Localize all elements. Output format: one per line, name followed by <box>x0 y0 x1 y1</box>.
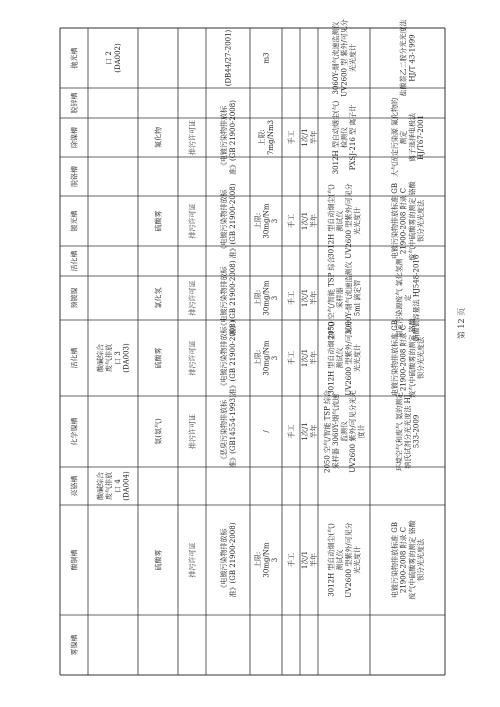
cell-pollutant: 氯化氢 <box>154 287 163 309</box>
cell-process: 预镀镍 <box>70 287 79 309</box>
cell-process: 雾镍槽 <box>70 634 79 656</box>
cell-instrument: 2050 空气/智能 TSP 综合采样器 3060Y-烟气流速监测仪UV2600 紫外/可见分光光度计 <box>323 389 366 474</box>
cell-outlet: 酸碱综合废气排放口 3(DA003) <box>96 343 131 373</box>
cell-method: 电镀污染物排放标准 GB21900-2008 附录 C废气中硫酸雾的测定 铬酸钡分光光度法 <box>391 181 425 261</box>
cell-method: 电镀污染物排放标准 GB21900-2008 附录 C废气中硫酸雾的测定 铬酸钡分光光度法 <box>391 520 425 600</box>
cell-mode: 手工 <box>287 291 296 305</box>
cell-mode: 手工 <box>287 553 296 567</box>
cell-freq: 1次/1半年 <box>301 288 318 308</box>
cell-standard: 《电镀污染物排放标准》(GB 21900-2008) <box>220 260 237 336</box>
cell-process: 镀光槽 <box>70 210 79 232</box>
cell-outlet: 酸碱综合废气排放口 4(DA004) <box>96 471 131 501</box>
cell-limit: 上限:30mg/Nm3 <box>253 280 280 316</box>
page-number: 第 12 页 <box>457 307 467 340</box>
cell-standard: 《电镀污染物排放标准》(GB 21900-2008) <box>220 320 237 396</box>
cell-permit: 排污许可证 <box>188 203 197 239</box>
cell-standard: 《电镀污染物排放标准》(GB 21900-2008) <box>220 183 237 259</box>
cell-limit: m3 <box>262 52 271 64</box>
cell-instrument: 3012H 型自动烟尘(气)测试仪UV2600 型紫外/可见分光光度计 <box>327 183 362 259</box>
cell-standard: (DB44/27-2001) <box>224 29 233 87</box>
cell-instrument: 3060Y-烟气流速监测仪UV2600 型 紫外/可见分光光度计 <box>331 19 358 97</box>
cell-instrument: 2050 空气/智能 TSP 综合采样器3060Y-烟气流速监测仪5ml 滴定管 <box>327 256 362 340</box>
cell-freq: 1次/1半年 <box>301 422 318 441</box>
cell-limit: 上限:30mg/Nm3 <box>253 542 280 578</box>
cell-mode: 手工 <box>287 214 296 228</box>
cell-limit: 上限:30mg/Nm3 <box>253 340 280 376</box>
cell-process: 脱锌槽 <box>70 92 79 114</box>
cell-pollutant: 氟化物 <box>154 127 163 148</box>
cell-standard: 《电镀污染物排放标准》(GB 21900-2008) <box>220 100 237 175</box>
cell-method: 大气固定污染源 氟化物的测定离子选择电极法HJ/T67-2001 <box>391 97 425 178</box>
cell-permit: 排污许可证 <box>188 120 197 155</box>
cell-freq: 1次/1半年 <box>301 211 318 231</box>
cell-process: 亮铬槽 <box>70 475 79 497</box>
cell-method: 固定污染源废气 氯化氢测定硝酸银容量法 HJ548-2016 <box>395 254 421 342</box>
cell-process: 除镍槽 <box>70 127 79 148</box>
cell-freq: 1次/1半年 <box>301 128 318 147</box>
cell-permit: 排污许可证 <box>188 414 197 449</box>
cell-process: 抛光槽 <box>70 47 79 69</box>
cell-freq: 1次/1半年 <box>301 348 318 368</box>
cell-permit: 排污许可证 <box>188 280 197 316</box>
cell-method: 盐酸萘乙二胺分光光度法HJ/T 43-1999 <box>399 19 417 97</box>
cell-limit: 上限:30mg/Nm3 <box>253 203 280 239</box>
cell-process: 活化槽 <box>70 347 79 369</box>
cell-freq: 1次/1半年 <box>301 550 318 570</box>
cell-limit: 上限:7mg/Nm3 <box>258 119 275 156</box>
cell-limit: / <box>262 430 271 433</box>
cell-permit: 排污许可证 <box>188 340 197 376</box>
cell-pollutant: 氨(氨气) <box>154 418 163 445</box>
cell-method: 环境空气和废气 氨的测定纳氏试剂分光光度法 HJ533-2009 <box>395 391 421 472</box>
cell-instrument: 3012H 型自动烟尘(气)测试仪UV2600 型紫外/可见分光光度计 <box>327 320 362 396</box>
cell-outlet: 口 2(DA002) <box>105 43 122 73</box>
cell-process: 化学镍槽 <box>70 417 79 446</box>
cell-permit: 排污许可证 <box>188 542 197 578</box>
cell-instrument: 3012H 型自动烟尘(气)测试仪UV2600 型紫外/可见分光光度计 <box>327 522 362 598</box>
cell-pollutant: 硫酸雾 <box>154 549 163 571</box>
cell-method: 电镀污染物排放标准 GB21900-2008 附录 C废气中硫酸雾的测定 铬酸钡分光光度法 <box>391 318 425 398</box>
cell-pollutant: 硫酸雾 <box>154 210 163 232</box>
cell-process: 活化槽 <box>70 250 79 272</box>
cell-standard: 《电镀污染物排放标准》(GB 21900-2008) <box>220 522 237 598</box>
cell-pollutant: 硫酸雾 <box>154 347 163 369</box>
cell-mode: 手工 <box>287 130 296 145</box>
cell-standard: 《恶臭污染物排放标准》(GB14554-1993) <box>220 395 237 468</box>
cell-process: 脱铬槽 <box>70 166 79 187</box>
cell-process: 酸铜槽 <box>70 549 79 571</box>
cell-mode: 手工 <box>287 351 296 365</box>
cell-instrument: 3012H 型自动烟尘(气)检测仪PXSJ-216 型 离子计 <box>331 100 358 175</box>
cell-mode: 手工 <box>287 424 296 439</box>
